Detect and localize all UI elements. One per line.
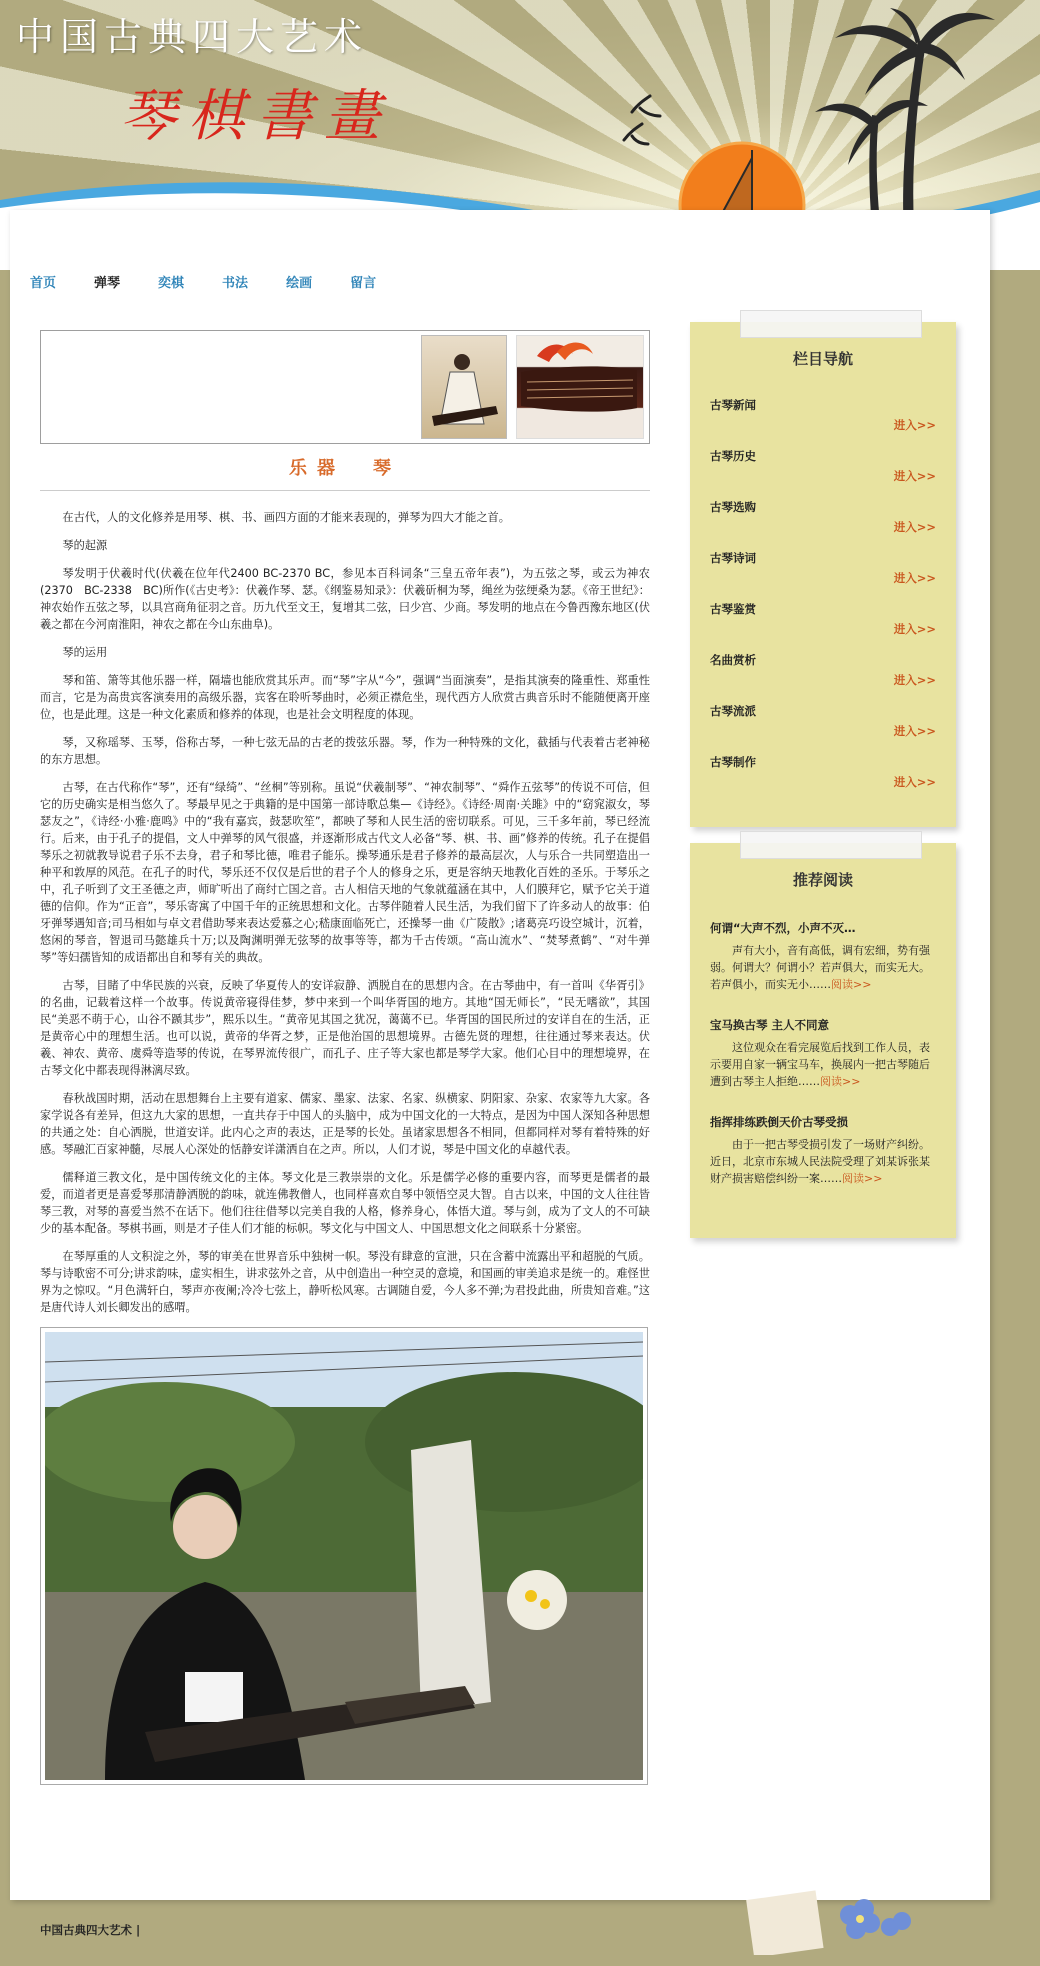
nav-guestbook[interactable]: 留言 [350, 276, 377, 291]
sidebar-nav-title: 栏目导航 [792, 350, 853, 368]
category-label: 古琴历史 [710, 449, 756, 463]
tape-decoration [740, 831, 922, 859]
enter-link[interactable]: 进入>> [893, 418, 936, 432]
recommend-item-title[interactable]: 何谓“大声不烈，小声不灭… [710, 921, 856, 935]
enter-link[interactable]: 进入>> [893, 775, 936, 789]
paragraph: 儒释道三教文化，是中国传统文化的主体。琴文化是三教崇崇的文化。乐是儒学必修的重要内容，而琴更是儒者的最爱，而道者更是喜爱琴那清静洒脱的韵味，就连佛教僧人，也同样喜欢自琴中领悟空灵大智。自古以来，中国的文人往往皆琴三教，对琴的喜爱当然不在话下。他们往往借琴以完美自我的人格，修养身心，体悟大道。琴与剑，成为了文人的不可缺少的基本配备。琴棋书画，则是才子佳人们才能的标帜。琴文化与中国文人、中国思想文化之间联系十分紧密。 [40, 1171, 650, 1235]
recommend-item [710, 1017, 936, 1090]
category-label: 古琴选购 [710, 500, 756, 514]
paragraph: 古琴，目睹了中华民族的兴衰，反映了华夏传人的安详寂静、洒脱自在的思想内含。在古琴曲中，有一首叫《华胥引》的名曲，记载着这样一个故事。传说黄帝寝得佳梦，梦中来到一个叫华胥国的地方。其地“国无师长”，“民无嗜欲”，其国民“美恶不萌于心，山谷不踬其步”，熙乐以生。“黄帝见其国之犹况，蔼蔼不已。华胥国的国民所过的安详自在的生活，正是黄帝心中的理想生活。也可以说，黄帝的华胥之梦，正是他治国的思想境界。古德先贤的理想，往往通过琴来表达。伏羲、神农、黄帝、虞舜等造琴的传说，在琴界流传很广，而孔子、庄子等大家也都是琴学大家。他们心目中的理想境界，在古琴文化中都表现得淋漓尽致。 [40, 979, 650, 1077]
sidebar-item-news [710, 397, 956, 448]
sidebar-item-history [710, 448, 956, 499]
read-more-link[interactable]: 阅读>> [831, 978, 872, 991]
footer-text: 中国古典四大艺术 | [40, 1923, 141, 1937]
sidebar-item-famous-pieces [710, 652, 956, 703]
paragraph: 在古代，人的文化修养是用琴、棋、书、画四方面的才能来表现的，弹琴为四大才能之首。 [62, 511, 510, 524]
tape-decoration [740, 310, 922, 338]
enter-link[interactable]: 进入>> [893, 622, 936, 636]
article-banner [40, 330, 650, 444]
sidebar-item-making [710, 754, 956, 805]
enter-link[interactable]: 进入>> [893, 520, 936, 534]
recommend-item-summary: 由于一把古琴受损引发了一场财产纠纷。近日，北京市东城人民法院受理了刘某诉张某财产损害赔偿纠纷一案……阅读>> [710, 1138, 930, 1185]
category-label: 古琴新闻 [710, 398, 756, 412]
sidebar-nav-box [690, 322, 956, 827]
paragraph: 在琴厚重的人文积淀之外，琴的审美在世界音乐中独树一帜。琴没有肆意的宣泄，只在含蓄中流露出平和超脱的气质。琴与诗歌密不可分;讲求韵味，虚实相生，讲求弦外之音，从中创造出一种空灵的意境，和国画的审美追求是统一的。难怪世界为之惊叹。“月色满轩白，琴声亦夜阑;冷冷七弦上，静听松风寒。古调随自爱，今人多不弹;为君投此曲，所贵知音难。”这是唐代诗人刘长卿发出的感喟。 [40, 1250, 650, 1314]
enter-link[interactable]: 进入>> [893, 571, 936, 585]
footer-flowers-decoration [740, 1885, 940, 1955]
category-label: 名曲赏析 [710, 653, 756, 667]
recommend-item [710, 1114, 936, 1187]
nav-painting[interactable]: 绘画 [286, 276, 313, 291]
sidebar-recommend-box [690, 843, 956, 1238]
category-label: 古琴鉴赏 [710, 602, 756, 616]
banner-painting-image [421, 335, 507, 439]
sidebar-item-schools [710, 703, 956, 754]
sidebar-category-list [690, 397, 956, 805]
paragraph: 琴和笛、箫等其他乐器一样，隔墙也能欣赏其乐声。而“琴”字从“今”，强调“当面演奏”，是指其演奏的隆重性、郑重性而言，它是为高贵宾客演奏用的高级乐器，宾客在聆听琴曲时，必须正襟危坐，现代西方人欣赏古典音乐时不能随便离开座位，也是此理。这是一种文化素质和修养的体现，也是社会文明程度的体现。 [40, 674, 650, 721]
sidebar-item-appraisal [710, 601, 956, 652]
sidebar-item-poems [710, 550, 956, 601]
enter-link[interactable]: 进入>> [893, 673, 936, 687]
nav-guqin[interactable]: 弹琴 [94, 276, 121, 291]
section-heading: 琴的起源 [62, 539, 108, 552]
recommend-item-summary: 声有大小，音有高低，调有宏细，势有强弱。何谓大？何谓小？若声俱大，而实无大。若声俱小，而实无小……阅读>> [710, 944, 930, 991]
enter-link[interactable]: 进入>> [893, 724, 936, 738]
recommend-item-summary: 这位观众在看完展览后找到工作人员，表示要用自家一辆宝马车，换展内一把古琴随后遭到古琴主人拒绝……阅读>> [710, 1041, 930, 1088]
recommend-item-title[interactable]: 指挥排练跌倒天价古琴受损 [710, 1115, 848, 1129]
recommend-item-title[interactable]: 宝马换古琴 主人不同意 [710, 1018, 830, 1032]
nav-calligraphy[interactable]: 书法 [222, 276, 249, 291]
article-title: 乐器 琴 [289, 458, 401, 479]
paragraph: 琴，又称瑶琴、玉琴，俗称古琴，一种七弦无品的古老的拨弦乐器。琴，作为一种特殊的文化，截插与代表着古老神秘的东方思想。 [40, 736, 650, 766]
paragraph: 春秋战国时期，活动在思想舞台上主要有道家、儒家、墨家、法家、名家、纵横家、阴阳家、杂家、农家等九大家。各家学说各有差异，但这九大家的思想，一直共存于中国人的头脑中，成为中国文化的一大特点，是因为中国人深知各种思想的共通之处：自心洒脱，世道安详。此内心之声的表达，正是琴的长处。虽诸家思想各不相同，但都同样对琴有着特殊的好感。琴融汇百家神髓，尽展人心深处的恬静安详潇洒自在之声。所以，人们才说，琴是中国文化的卓越代表。 [40, 1092, 650, 1156]
article-column [40, 330, 650, 1785]
main-nav [30, 272, 414, 291]
sidebar-recommend-title: 推荐阅读 [792, 871, 853, 889]
title-divider [40, 490, 650, 491]
nav-chess[interactable]: 奕棋 [158, 276, 185, 291]
read-more-link[interactable]: 阅读>> [820, 1075, 861, 1088]
nav-home[interactable]: 首页 [30, 276, 57, 291]
sidebar-item-buying [710, 499, 956, 550]
category-label: 古琴流派 [710, 704, 756, 718]
category-label: 古琴诗词 [710, 551, 756, 565]
site-logo-calligraphy: 琴棋書畫 [120, 84, 392, 149]
birds-icon [624, 96, 660, 144]
article-body [40, 509, 650, 1316]
article-photo [40, 1327, 648, 1785]
category-label: 古琴制作 [710, 755, 756, 769]
paragraph: 古琴，在古代称作“琴”，还有“绿绮”、“丝桐”等别称。虽说“伏羲制琴”、“神农制琴”、“舜作五弦琴”的传说不可信，但它的历史确实是相当悠久了。琴最早见之于典籍的是中国第一部诗歌总集—《诗经》。《诗经·周南·关雎》中的“窈窕淑女，琴瑟友之”，《诗经·小雅·鹿鸣》中的“我有嘉宾，鼓瑟吹笙”，都映了琴和人民生活的密切联系。可见，三千多年前，琴已经流行。后来，由于孔子的提倡，文人中弹琴的风气很盛，并逐渐形成古代文人必备“琴、棋、书、画”修养的传统。孔子在提倡琴乐之初就教导说君子乐不去身，君子和琴比德，唯君子能乐。操琴通乐是君子修养的最高层次，人与乐合一共同塑造出一种平和敦厚的风范。在孔子的时代，琴乐还不仅仅是后世的君子个人的修身之乐，更是容纳天地教化百姓的圣乐。于琴乐之中，孔子听到了文王圣德之声，师旷听出了商纣亡国之音。古人相信天地的气象就蕴涵在其中，人们膜拜它，赋予它关于道德的信仰。作为“正音”，琴乐寄寓了中国千年的正统思想和文化。古琴伴随着人民生活，为我们留下了许多动人的故事：伯牙弹琴遇知音;司马相如与卓文君借助琴来表达爱慕之心;嵇康面临死亡，还操琴一曲《广陵散》;诸葛亮巧设空城计，沉着，悠闲的琴音，智退司马懿雄兵十万;以及陶渊明弹无弦琴的故事等等，都为千古传颂。“高山流水”、“焚琴煮鹤”、“对牛弹琴”等妇孺皆知的成语都出自和琴有关的典故。 [40, 781, 650, 964]
read-more-link[interactable]: 阅读>> [842, 1172, 883, 1185]
section-heading: 琴的运用 [62, 646, 108, 659]
site-title: 中国古典四大艺术 [16, 15, 369, 59]
recommend-item [710, 920, 936, 993]
enter-link[interactable]: 进入>> [893, 469, 936, 483]
banner-guqin-image [516, 335, 644, 439]
recommend-list [690, 920, 956, 1187]
paragraph: 琴发明于伏羲时代(伏羲在位年代2400 BC-2370 BC，参见本百科词条“三皇五帝年表”)，为五弦之琴，或云为神农(2370 BC-2338 BC)所作(《古史考》：伏羲作琴、瑟。《纲鉴易知录》：伏羲斫桐为琴，绳丝为弦绠桑为瑟。《帝王世纪》：神农始作五弦之琴，以具宫商角征羽之音。历九代至文王，复增其二弦，曰少宫、少商。琴发明的地点在今鲁西豫东地区(伏羲之都在今河南淮阳，神农之都在今山东曲阜)。 [40, 567, 650, 631]
